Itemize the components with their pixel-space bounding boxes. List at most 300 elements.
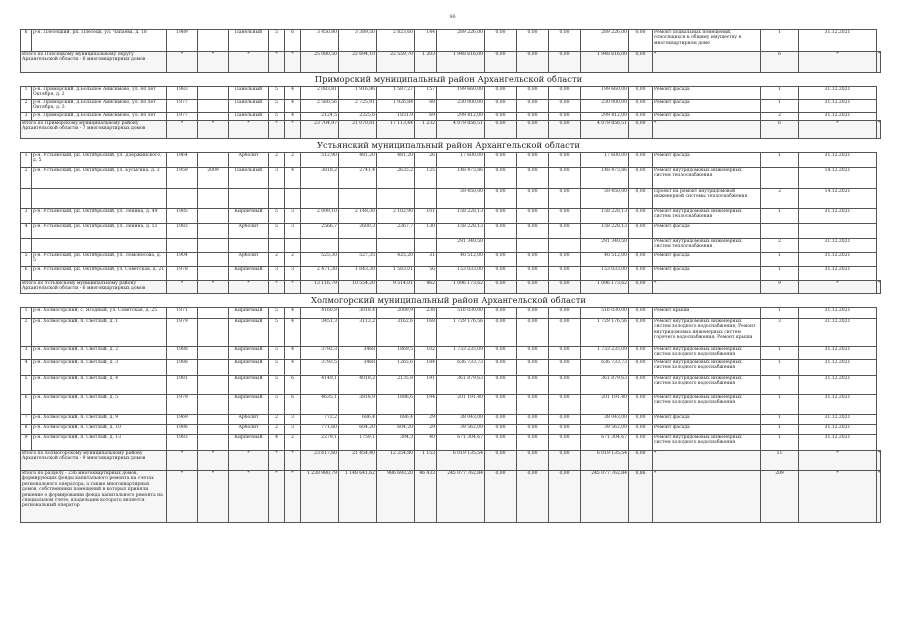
total-area: 4635,1 <box>301 395 339 415</box>
capital-repair-register-table <box>20 29 881 523</box>
table-cell: * <box>877 281 881 294</box>
total-area: 3792,3 <box>301 347 339 360</box>
residential-area: 9 514,01 <box>377 281 415 294</box>
owner-funds: 153 033,00 <box>581 267 629 281</box>
year-built: 1971 <box>167 308 198 319</box>
residential-area: 2635,2 <box>377 168 415 189</box>
local-funds: 0,00 <box>549 87 581 100</box>
wall-material: Кирпичный <box>229 267 269 281</box>
unit-cost: 0,00 <box>629 425 653 435</box>
regional-funds: 0,00 <box>517 360 549 376</box>
work-count: 1 <box>761 395 799 415</box>
row-number: 5 <box>21 253 32 267</box>
total-area: 3793,5 <box>301 360 339 376</box>
district-total-row <box>21 121 881 139</box>
federal-funds: 0,00 <box>485 451 517 471</box>
table-cell: * <box>877 121 881 139</box>
total-area: 2279,1 <box>301 435 339 451</box>
residents: 101 <box>415 209 437 224</box>
residents: 1 203 <box>415 52 437 73</box>
owner-funds: 1 733 235,09 <box>581 347 629 360</box>
federal-funds: 0,00 <box>485 209 517 224</box>
row-number: 6 <box>21 267 32 281</box>
work-type: * <box>653 471 761 523</box>
work-type: * <box>653 281 761 294</box>
local-funds: 0,00 <box>549 376 581 395</box>
year-reconstructed <box>198 209 229 224</box>
federal-funds: 0,00 <box>485 435 517 451</box>
address: р-н. Холмогорский, п. Светлый, д. 9 <box>32 415 167 425</box>
floors: 5 <box>269 100 285 113</box>
total-area: 3451,3 <box>301 319 339 347</box>
year-built: 1977 <box>167 100 198 113</box>
address <box>32 189 167 209</box>
unit-cost: 0,00 <box>629 87 653 100</box>
entrances: 4 <box>285 319 301 347</box>
work-type: Ремонт внутридомовых инженерных систем теплоснабжения <box>653 239 761 253</box>
residential-area: 1 587,27 <box>377 87 415 100</box>
residents: 56 <box>415 267 437 281</box>
total-cost: 245 077 762,84 <box>437 471 485 523</box>
total-cost: 636 733,73 <box>437 360 485 376</box>
deadline: 31.12.2021 <box>799 395 877 415</box>
work-count: 1 <box>761 360 799 376</box>
deadline: 31.12.2021 <box>799 30 877 52</box>
total-area: 512,90 <box>301 153 339 168</box>
table-row <box>21 87 881 100</box>
address: р-н. Холмогорский, п. Светлый, д. 4 <box>32 376 167 395</box>
unit-cost: 0,00 <box>629 451 653 471</box>
total-cost: 199 660,00 <box>437 87 485 100</box>
year-built: 1983 <box>167 435 198 451</box>
row-number: 8 <box>21 425 32 435</box>
deadline: 31.12.2021 <box>799 253 877 267</box>
year-built: 1985 <box>167 209 198 224</box>
year-built: 1978 <box>167 267 198 281</box>
owner-funds: 4 079 856,51 <box>581 121 629 139</box>
year-reconstructed <box>198 308 229 319</box>
year-built <box>167 239 198 253</box>
federal-funds: 0,00 <box>485 87 517 100</box>
owner-funds: 6 019 135,54 <box>581 451 629 471</box>
year-built: 1969 <box>167 415 198 425</box>
local-funds: 0,00 <box>549 153 581 168</box>
living-area: 1 643,30 <box>339 267 377 281</box>
wall-material <box>229 239 269 253</box>
floors: 5 <box>269 347 285 360</box>
entrances: 3 <box>285 209 301 224</box>
residential-area: 1 583,01 <box>377 267 415 281</box>
address: р-н. Холмогорский, с. Ягодный, ул. Советская, д. 25 <box>32 308 167 319</box>
unit-cost: 0,00 <box>629 376 653 395</box>
residents: 194 <box>415 395 437 415</box>
floors: 2 <box>269 425 285 435</box>
work-count: 1 <box>761 100 799 113</box>
deadline: 31.12.2021 <box>799 113 877 121</box>
row-number: 3 <box>21 347 32 360</box>
local-funds: 0,00 <box>549 100 581 113</box>
work-type: Ремонт внутридомовых инженерных систем холодного водоснабжения <box>653 347 761 360</box>
deadline: 31.12.2021 <box>799 435 877 451</box>
residential-area: 1265,6 <box>377 360 415 376</box>
living-area: 22 694,10 <box>339 52 377 73</box>
row-number: 1 <box>21 153 32 168</box>
unit-cost: 0,00 <box>629 267 653 281</box>
floors: 5 <box>269 319 285 347</box>
district-section-header <box>21 139 881 153</box>
unit-cost: 0,86 <box>629 471 653 523</box>
unit-cost: 0,00 <box>629 189 653 209</box>
table-row <box>21 376 881 395</box>
unit-cost: 0,00 <box>629 395 653 415</box>
wall-material: Панельный <box>229 113 269 121</box>
entrances: 4 <box>285 87 301 100</box>
federal-funds: 0,00 <box>485 253 517 267</box>
work-count: 1 <box>761 415 799 425</box>
entrances: 3 <box>285 425 301 435</box>
work-type: Ремонт внутридомовых инженерных систем холодного водоснабжения <box>653 360 761 376</box>
floors: 5 <box>269 30 285 52</box>
work-count: 2 <box>761 189 799 209</box>
district-section-header <box>21 294 881 308</box>
living-area: 1 916,86 <box>339 87 377 100</box>
address: р-н. Холмогорский, п. Светлый, д. 1 <box>32 319 167 347</box>
year-reconstructed: 2009 <box>198 168 229 189</box>
total-label: Итого по Плесецкому муниципальному округу Архангельской области - 6 многоквартирных домов <box>21 52 167 73</box>
regional-funds: 0,00 <box>517 224 549 239</box>
year-built: 1904 <box>167 253 198 267</box>
entrances: 4 <box>285 168 301 189</box>
unit-cost: 0,00 <box>629 52 653 73</box>
federal-funds: 0,00 <box>485 415 517 425</box>
owner-funds: 230 000,00 <box>581 100 629 113</box>
total-area: 771,60 <box>301 425 339 435</box>
year-reconstructed <box>198 30 229 52</box>
total-cost: 516 030,00 <box>437 308 485 319</box>
residents: 46 433 <box>415 471 437 523</box>
residents: 462 <box>415 281 437 294</box>
wall-material: Кирпичный <box>229 319 269 347</box>
owner-funds: 201 191,40 <box>581 395 629 415</box>
deadline: 31.12.2021 <box>799 100 877 113</box>
work-type: Ремонт фасада <box>653 87 761 100</box>
local-funds: 0,00 <box>549 347 581 360</box>
local-funds: 0,00 <box>549 121 581 139</box>
federal-funds: 0,00 <box>485 189 517 209</box>
living-area: 21 070,81 <box>339 121 377 139</box>
work-type: Ремонт фасада <box>653 267 761 281</box>
deadline: * <box>799 471 877 523</box>
work-type: * <box>653 451 761 471</box>
local-funds: 0,00 <box>549 471 581 523</box>
local-funds: 0,00 <box>549 319 581 347</box>
total-area <box>301 189 339 209</box>
row-number: 1 <box>21 87 32 100</box>
work-type: Ремонт крыши <box>653 308 761 319</box>
total-area <box>301 239 339 253</box>
work-count <box>761 168 799 189</box>
regional-funds <box>517 239 549 253</box>
year-reconstructed: * <box>198 121 229 139</box>
entrances: * <box>285 451 301 471</box>
deadline: 31.12.2021 <box>799 347 877 360</box>
entrances: * <box>285 281 301 294</box>
address: р-н. Холмогорский, п. Светлый, д. 3 <box>32 360 167 376</box>
local-funds: 0,00 <box>549 395 581 415</box>
federal-funds: 0,00 <box>485 113 517 121</box>
regional-funds: 0,00 <box>517 113 549 121</box>
row-number: 2 <box>21 100 32 113</box>
floors: * <box>269 281 285 294</box>
table-row <box>21 435 881 451</box>
residential-area: 986 693,20 <box>377 471 415 523</box>
total-cost: 6 019 135,54 <box>437 451 485 471</box>
work-type: Ремонт внутридомовых инженерных систем холодного водоснабжения <box>653 435 761 451</box>
work-count: 1 <box>761 425 799 435</box>
local-funds: 0,00 <box>549 209 581 224</box>
total-cost: 1 729 176,56 <box>437 319 485 347</box>
living-area: 3018,4 <box>339 308 377 319</box>
total-cost: 39 562,00 <box>437 425 485 435</box>
total-area: 2 083,81 <box>301 87 339 100</box>
regional-funds: 0,00 <box>517 471 549 523</box>
residents: 238 <box>415 308 437 319</box>
owner-funds: 245 077 762,84 <box>581 471 629 523</box>
residential-area: 1 926,84 <box>377 100 415 113</box>
work-type: Ремонт внутридомовых инженерных систем теплоснабжения <box>653 168 761 189</box>
regional-funds: 0,00 <box>517 87 549 100</box>
work-count: 6 <box>761 52 799 73</box>
deadline: 31.12.2021 <box>799 87 877 100</box>
total-label: Итого по Устьянскому муниципальному району Архангельской области - 6 многоквартирных домов <box>21 281 167 294</box>
federal-funds: 0,00 <box>485 30 517 52</box>
unit-cost: 0,00 <box>629 308 653 319</box>
year-built: * <box>167 121 198 139</box>
year-built: 1983 <box>167 224 198 239</box>
owner-funds: 291 340,50 <box>581 239 629 253</box>
owner-funds: 38 043,00 <box>581 415 629 425</box>
federal-funds: 0,00 <box>485 121 517 139</box>
total-area: 3 450,80 <box>301 30 339 52</box>
floors: 5 <box>269 209 285 224</box>
unit-cost: 0,00 <box>629 319 653 347</box>
work-type: Ремонт внутридомовых инженерных систем холодного водоснабжения; Ремонт внутридомовых инженерных систем горячего водоснабжения; Ремонт крыши <box>653 319 761 347</box>
unit-cost: 0,00 <box>629 209 653 224</box>
total-area: 13 116,79 <box>301 281 339 294</box>
owner-funds: 158 228,13 <box>581 224 629 239</box>
total-area: 4149,1 <box>301 376 339 395</box>
table-row <box>21 319 881 347</box>
living-area: 2 148,30 <box>339 209 377 224</box>
work-type: Ремонт подвальных помещений, относящихся к общему имуществу в многоквартирном доме <box>653 30 761 52</box>
year-built: 1964 <box>167 153 198 168</box>
year-built: * <box>167 52 198 73</box>
unit-cost: 0,00 <box>629 360 653 376</box>
address <box>32 239 167 253</box>
residential-area: 2089,9 <box>377 308 415 319</box>
wall-material: Кирпичный <box>229 308 269 319</box>
local-funds <box>549 239 581 253</box>
living-area: 3468 <box>339 347 377 360</box>
regional-funds: 0,00 <box>517 425 549 435</box>
local-funds: 0,00 <box>549 281 581 294</box>
total-cost: 59 450,00 <box>437 189 485 209</box>
floors: 2 <box>269 415 285 425</box>
living-area: 1 148 641,62 <box>339 471 377 523</box>
unit-cost: 0,00 <box>629 121 653 139</box>
residents: 29 <box>415 415 437 425</box>
owner-funds: 299 412,00 <box>581 113 629 121</box>
unit-cost: 0,00 <box>629 435 653 451</box>
work-type: Ремонт фасада <box>653 113 761 121</box>
entrances: 3 <box>285 415 301 425</box>
floors <box>269 189 285 209</box>
work-count: 209 <box>761 471 799 523</box>
work-count: 9 <box>761 281 799 294</box>
wall-material <box>229 189 269 209</box>
federal-funds: 0,00 <box>485 100 517 113</box>
local-funds: 0,00 <box>549 30 581 52</box>
entrances <box>285 189 301 209</box>
residents: 191 <box>415 376 437 395</box>
deadline: 31.12.2021 <box>799 239 877 253</box>
total-label: Итого по Приморскому муниципальному району Архангельской области - 7 многоквартирных домов <box>21 121 167 139</box>
table-row <box>21 267 881 281</box>
work-type: Ремонт внутридомовых инженерных систем холодного водоснабжения <box>653 395 761 415</box>
floors: 2 <box>269 153 285 168</box>
table-row <box>21 30 881 52</box>
residential-area: 2135,8 <box>377 376 415 395</box>
work-count: 1 <box>761 253 799 267</box>
federal-funds: 0,00 <box>485 395 517 415</box>
regional-funds: 0,00 <box>517 319 549 347</box>
regional-funds: 0,00 <box>517 189 549 209</box>
wall-material: Арболит <box>229 253 269 267</box>
year-built: 1986 <box>167 425 198 435</box>
total-cost: 1 096 173,62 <box>437 281 485 294</box>
owner-funds: 1 096 173,62 <box>581 281 629 294</box>
year-built: 1979 <box>167 319 198 347</box>
living-area: 3468 <box>339 360 377 376</box>
owner-funds: 148 473,86 <box>581 168 629 189</box>
wall-material: Панельный <box>229 168 269 189</box>
deadline <box>799 224 877 239</box>
year-reconstructed <box>198 395 229 415</box>
total-cost: 289 226,00 <box>437 30 485 52</box>
floors: 3 <box>269 267 285 281</box>
local-funds: 0,00 <box>549 224 581 239</box>
total-area: 3818,2 <box>301 168 339 189</box>
federal-funds: 0,00 <box>485 425 517 435</box>
year-reconstructed <box>198 415 229 425</box>
residents: 69 <box>415 113 437 121</box>
work-count: 11 <box>761 451 799 471</box>
work-count: 1 <box>761 435 799 451</box>
table-cell: * <box>877 52 881 73</box>
address: р-н. Устьянский, рп. Октябрьский, ул. Ленина, д. 49 <box>32 209 167 224</box>
living-area: 686,4 <box>339 415 377 425</box>
residents <box>415 189 437 209</box>
owner-funds: 671 304,67 <box>581 435 629 451</box>
table-row <box>21 415 881 425</box>
work-type: * <box>653 121 761 139</box>
work-count <box>761 224 799 239</box>
owner-funds: 1 729 176,56 <box>581 319 629 347</box>
year-reconstructed <box>198 113 229 121</box>
regional-funds: 0,00 <box>517 121 549 139</box>
local-funds: 0,00 <box>549 113 581 121</box>
deadline: 31.12.2021 <box>799 209 877 224</box>
row-number: 3 <box>21 209 32 224</box>
total-area: 525,30 <box>301 253 339 267</box>
wall-material: * <box>229 451 269 471</box>
floors <box>269 239 285 253</box>
residential-area: 2 823,60 <box>377 30 415 52</box>
section-title: Приморский муниципальный район Архангельской области <box>21 73 877 87</box>
wall-material: Кирпичный <box>229 360 269 376</box>
residents: 1 153 <box>415 451 437 471</box>
year-reconstructed: * <box>198 451 229 471</box>
total-cost: 38 043,00 <box>437 415 485 425</box>
wall-material: Арболит <box>229 153 269 168</box>
total-area: 2 560,56 <box>301 100 339 113</box>
address: р-н. Холмогорский, п. Светлый, д. 10 <box>32 425 167 435</box>
district-total-row <box>21 451 881 471</box>
residential-area: 17 113,44 <box>377 121 415 139</box>
floors: 5 <box>269 376 285 395</box>
residential-area: 604,20 <box>377 425 415 435</box>
wall-material: * <box>229 121 269 139</box>
federal-funds: 0,00 <box>485 471 517 523</box>
total-cost: 230 000,00 <box>437 100 485 113</box>
entrances: * <box>285 52 301 73</box>
address: р-н. Холмогорский, п. Светлый, д. 13 <box>32 435 167 451</box>
unit-cost: 0,00 <box>629 224 653 239</box>
total-area: 2566,7 <box>301 224 339 239</box>
work-count: 2 <box>761 113 799 121</box>
address: р-н. Приморский, д.Большое Анисимово, ул. 60 лет Октября, д. 3 <box>32 100 167 113</box>
total-area: 23 617,60 <box>301 451 339 471</box>
row-number: 6 <box>21 30 32 52</box>
floors: * <box>269 121 285 139</box>
total-area: 772,2 <box>301 415 339 425</box>
federal-funds: 0,00 <box>485 267 517 281</box>
residential-area <box>377 189 415 209</box>
entrances: 4 <box>285 360 301 376</box>
residential-area: 22 559,70 <box>377 52 415 73</box>
work-count: 1 <box>761 267 799 281</box>
work-type: Ремонт фасада <box>653 425 761 435</box>
entrances: 2 <box>285 435 301 451</box>
living-area: 4018,2 <box>339 376 377 395</box>
row-number: 3 <box>21 113 32 121</box>
total-cost: 4 079 856,51 <box>437 121 485 139</box>
wall-material: Кирпичный <box>229 209 269 224</box>
regional-funds: 0,00 <box>517 281 549 294</box>
work-count: 1 <box>761 87 799 100</box>
regional-funds: 0,00 <box>517 153 549 168</box>
total-area: 4160,8 <box>301 308 339 319</box>
federal-funds: 0,00 <box>485 360 517 376</box>
deadline: * <box>799 121 877 139</box>
local-funds: 0,00 <box>549 267 581 281</box>
year-built: 1988 <box>167 360 198 376</box>
entrances: * <box>285 121 301 139</box>
living-area <box>339 189 377 209</box>
year-reconstructed <box>198 100 229 113</box>
residential-area: 1831,9 <box>377 113 415 121</box>
year-built: * <box>167 451 198 471</box>
